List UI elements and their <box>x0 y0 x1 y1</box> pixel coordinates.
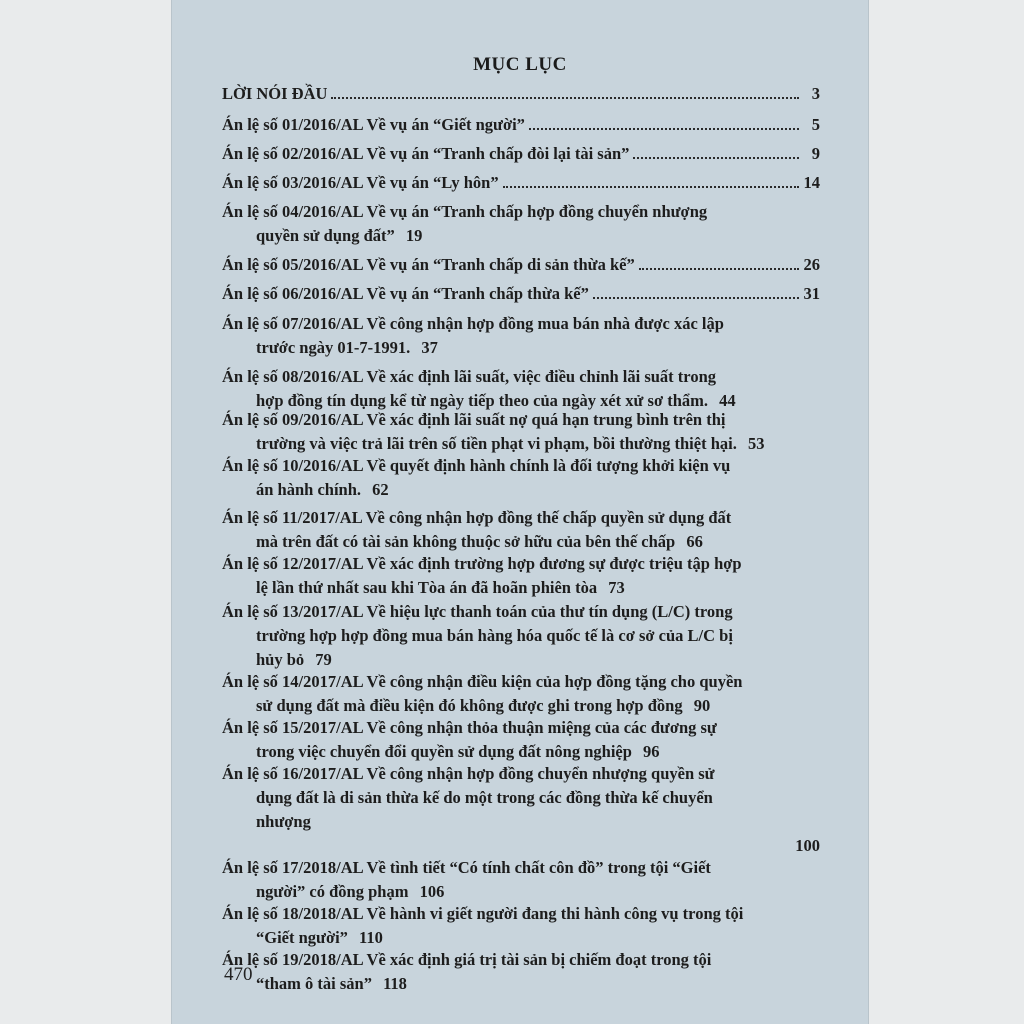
toc-entry-page: 79 <box>315 650 332 669</box>
toc-entry <box>222 282 820 306</box>
toc-entry-text: Án lệ số 19/2018/AL Về xác định giá trị tài sản bị chiếm đoạt trong tội <box>222 950 712 969</box>
toc-entry <box>222 408 820 456</box>
toc-entry-page: 53 <box>747 434 765 453</box>
toc-entry-page: 90 <box>693 696 711 715</box>
toc-entry-text: Án lệ số 12/2017/AL Về xác định trường hợp đương sự được triệu tập hợp <box>222 554 742 573</box>
book-page <box>172 0 868 1024</box>
toc-entry-text: LỜI NÓI ĐẦU <box>222 84 328 103</box>
toc-entry-text-cont: lệ lần thứ nhất sau khi Tòa án đã hoãn phiên tòa <box>256 578 598 597</box>
toc-entry-page: 14 <box>803 173 820 192</box>
toc-entry-text-cont: người” có đồng phạm <box>256 882 409 901</box>
toc-entry <box>222 902 820 950</box>
leader-dots <box>529 128 799 130</box>
toc-entry-text: Án lệ số 08/2016/AL Về xác định lãi suất, việc điều chỉnh lãi suất trong <box>222 367 717 386</box>
toc-entry <box>222 253 820 277</box>
page-title: MỤC LỤC <box>473 54 567 75</box>
toc-entry-page: 73 <box>608 578 625 597</box>
toc-entry-text-cont: án hành chính. <box>256 480 362 499</box>
toc-entry <box>222 113 820 137</box>
leader-dots <box>331 97 799 99</box>
toc-entry-text: Án lệ số 06/2016/AL Về vụ án “Tranh chấp thừa kế” <box>222 284 589 303</box>
toc-entry-page: 19 <box>405 226 423 245</box>
toc-entry <box>222 762 820 858</box>
toc-entry-page: 44 <box>719 391 736 410</box>
toc-entry-page: 106 <box>419 882 445 901</box>
toc-entry <box>222 312 820 360</box>
toc-entry-text: Án lệ số 16/2017/AL Về công nhận hợp đồng chuyển nhượng quyền sử <box>222 764 715 783</box>
page-number: 470 <box>224 964 253 985</box>
toc-entry <box>222 600 820 672</box>
toc-entry-text: Án lệ số 03/2016/AL Về vụ án “Ly hôn” <box>222 173 499 192</box>
toc-entry-page: 3 <box>811 84 820 103</box>
toc-entry-text-cont: “tham ô tài sản” <box>256 974 372 993</box>
toc-entry-page: 110 <box>359 928 383 947</box>
toc-entry-text: Án lệ số 04/2016/AL Về vụ án “Tranh chấp hợp đồng chuyển nhượng <box>222 202 708 221</box>
toc-entry-text: Án lệ số 01/2016/AL Về vụ án “Giết người” <box>222 115 525 134</box>
leader-dots <box>633 157 799 159</box>
toc-entry-page: 62 <box>372 480 389 499</box>
toc-entry-text: Án lệ số 02/2016/AL Về vụ án “Tranh chấp đòi lại tài sản” <box>222 144 630 163</box>
toc-entry-page: 96 <box>643 742 660 761</box>
toc-entry <box>222 82 820 106</box>
toc-entry-text-cont: “Giết người” <box>256 928 348 947</box>
toc-entry-text-cont: quyền sử dụng đất” <box>256 226 395 245</box>
toc-entry-text-cont: dụng đất là di sản thừa kế do một trong các đồng thừa kế chuyển <box>256 788 713 807</box>
leader-dots <box>639 268 799 270</box>
leader-dots <box>593 297 799 299</box>
toc-entry <box>222 454 820 502</box>
toc-entry-text: Án lệ số 07/2016/AL Về công nhận hợp đồng mua bán nhà được xác lập <box>222 314 724 333</box>
toc-entry-page: 37 <box>421 338 438 357</box>
toc-entry-text-cont: trước ngày 01-7-1991. <box>256 338 411 357</box>
leader-dots <box>503 186 799 188</box>
toc-entry-page: 31 <box>803 284 820 303</box>
toc-entry-text-cont: hợp đồng tín dụng kể từ ngày tiếp theo của ngày xét xử sơ thẩm. <box>256 391 709 410</box>
toc-entry <box>222 142 820 166</box>
toc-entry <box>222 200 820 248</box>
toc-entry <box>222 171 820 195</box>
toc-entry <box>222 948 820 996</box>
toc-entry <box>222 552 820 600</box>
toc-entry-text: Án lệ số 17/2018/AL Về tình tiết “Có tính chất côn đồ” trong tội “Giết <box>222 858 711 877</box>
toc-entry <box>222 716 820 764</box>
toc-entry-text: Án lệ số 11/2017/AL Về công nhận hợp đồng thế chấp quyền sử dụng đất <box>222 508 732 527</box>
toc-entry <box>222 856 820 904</box>
toc-entry <box>222 365 820 413</box>
toc-entry-text: Án lệ số 13/2017/AL Về hiệu lực thanh toán của thư tín dụng (L/C) trong <box>222 602 733 621</box>
toc-entry-page: 118 <box>383 974 407 993</box>
toc-entry-text: Án lệ số 18/2018/AL Về hành vi giết người đang thi hành công vụ trong tội <box>222 904 744 923</box>
toc-entry-text: Án lệ số 14/2017/AL Về công nhận điều kiện của hợp đồng tặng cho quyền <box>222 672 743 691</box>
toc-entry <box>222 506 820 554</box>
toc-entry-page: 26 <box>803 255 820 274</box>
toc-entry <box>222 670 820 718</box>
toc-entry-page: 66 <box>686 532 703 551</box>
toc-entry-text-cont: trường hợp hợp đồng mua bán hàng hóa quốc tế là cơ sở của L/C bị <box>256 626 733 645</box>
toc-entry-text: Án lệ số 05/2016/AL Về vụ án “Tranh chấp di sản thừa kế” <box>222 255 635 274</box>
toc-entry-text-cont: mà trên đất có tài sản không thuộc sở hữu của bên thế chấp <box>256 532 676 551</box>
toc-entry-text-cont: sử dụng đất mà điều kiện đó không được ghi trong hợp đồng <box>256 696 683 715</box>
toc-entry-text-cont: trường và việc trả lãi trên số tiền phạt vi phạm, bồi thường thiệt hại. <box>256 434 737 453</box>
toc-entry-text-cont: trong việc chuyển đổi quyền sử dụng đất nông nghiệp <box>256 742 632 761</box>
toc-entry-text: Án lệ số 10/2016/AL Về quyết định hành chính là đối tượng khởi kiện vụ <box>222 456 731 475</box>
toc-entry-page: 5 <box>811 115 820 134</box>
toc-entry-page: 9 <box>811 144 820 163</box>
toc-entry-text-cont: nhượng <box>256 812 311 831</box>
toc-entry-page: 100 <box>795 836 820 855</box>
toc-entry-text: Án lệ số 09/2016/AL Về xác định lãi suất nợ quá hạn trung bình trên thị <box>222 410 726 429</box>
toc-entry-text: Án lệ số 15/2017/AL Về công nhận thỏa thuận miệng của các đương sự <box>222 718 717 737</box>
toc-entry-text-cont: hủy bỏ <box>256 650 305 669</box>
